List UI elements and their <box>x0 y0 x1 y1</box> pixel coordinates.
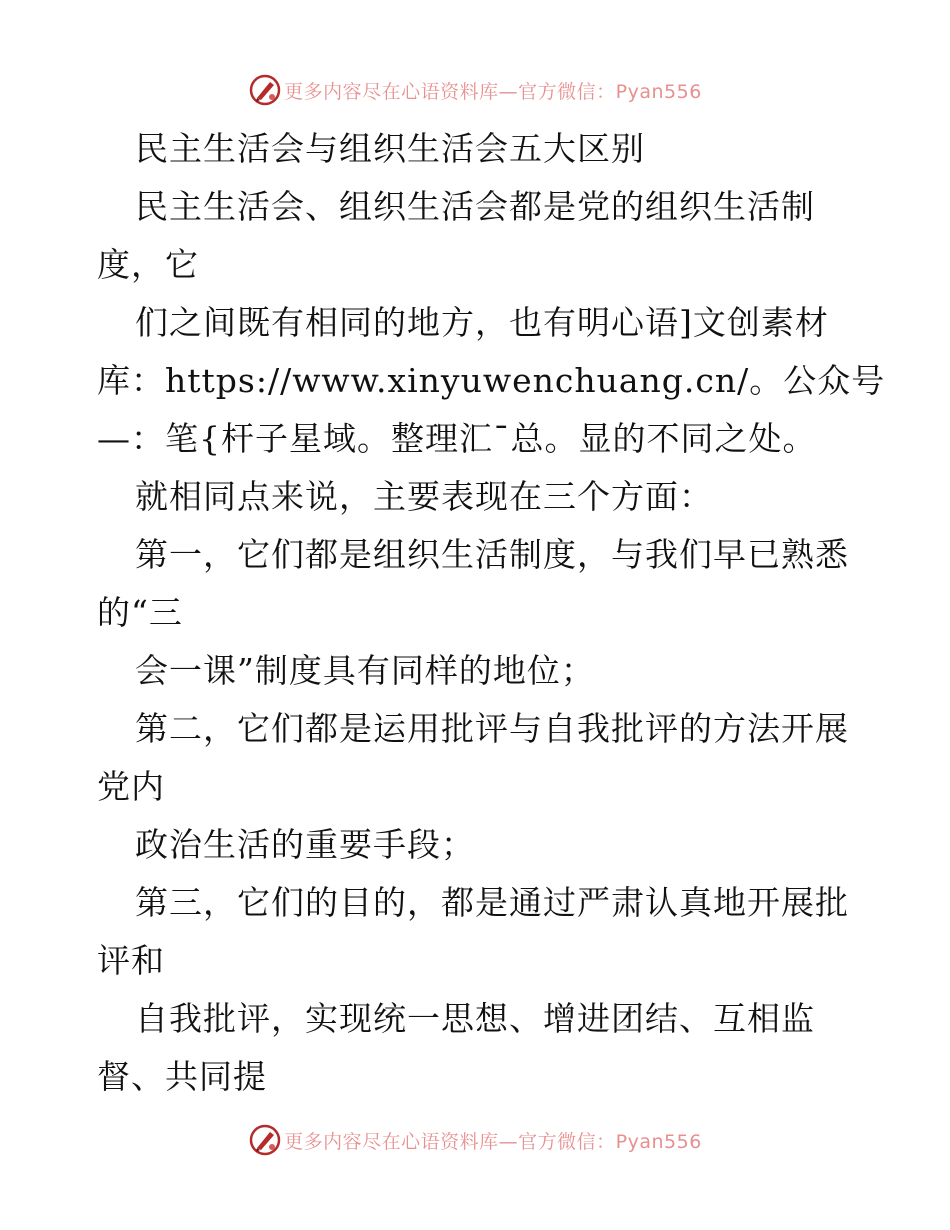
text-line: 党内 <box>97 767 165 806</box>
text-line: 库：https://www.xinyuwenchuang.cn/。公众号 <box>97 361 886 400</box>
text-line: 民主生活会与组织生活会五大区别 <box>135 129 645 168</box>
header-banner <box>0 70 950 110</box>
text-line: 自我批评，实现统一思想、增进团结、互相监 <box>135 999 815 1038</box>
pen-seal-icon <box>248 1123 282 1157</box>
text-line: 的“三 <box>97 593 183 632</box>
text-line: 第三，它们的目的，都是通过严肃认真地开展批 <box>135 883 849 922</box>
text-line: 第一，它们都是组织生活制度，与我们早已熟悉 <box>135 535 849 574</box>
text-line: 第二，它们都是运用批评与自我批评的方法开展 <box>135 709 849 748</box>
text-line: 督、共同提 <box>97 1057 267 1096</box>
text-line: 政治生活的重要手段； <box>135 825 475 864</box>
pen-seal-icon <box>248 73 282 107</box>
document-body <box>97 120 886 1106</box>
text-line: 度，它 <box>97 245 199 284</box>
text-line: 会一课”制度具有同样的地位； <box>135 651 595 690</box>
header-banner-text: 更多内容尽在心语资料库—官方微信：Pyan556 <box>284 80 702 103</box>
footer-banner <box>0 1120 950 1160</box>
text-line: —：笔{杆子星域。整理汇¯总。显的不同之处。 <box>97 419 817 458</box>
text-line: 评和 <box>97 941 165 980</box>
footer-banner-text: 更多内容尽在心语资料库—官方微信：Pyan556 <box>284 1130 702 1153</box>
text-line: 就相同点来说，主要表现在三个方面： <box>135 477 713 516</box>
text-line: 民主生活会、组织生活会都是党的组织生活制 <box>135 187 815 226</box>
text-line: 们之间既有相同的地方，也有明心语]文创素材 <box>135 303 829 342</box>
